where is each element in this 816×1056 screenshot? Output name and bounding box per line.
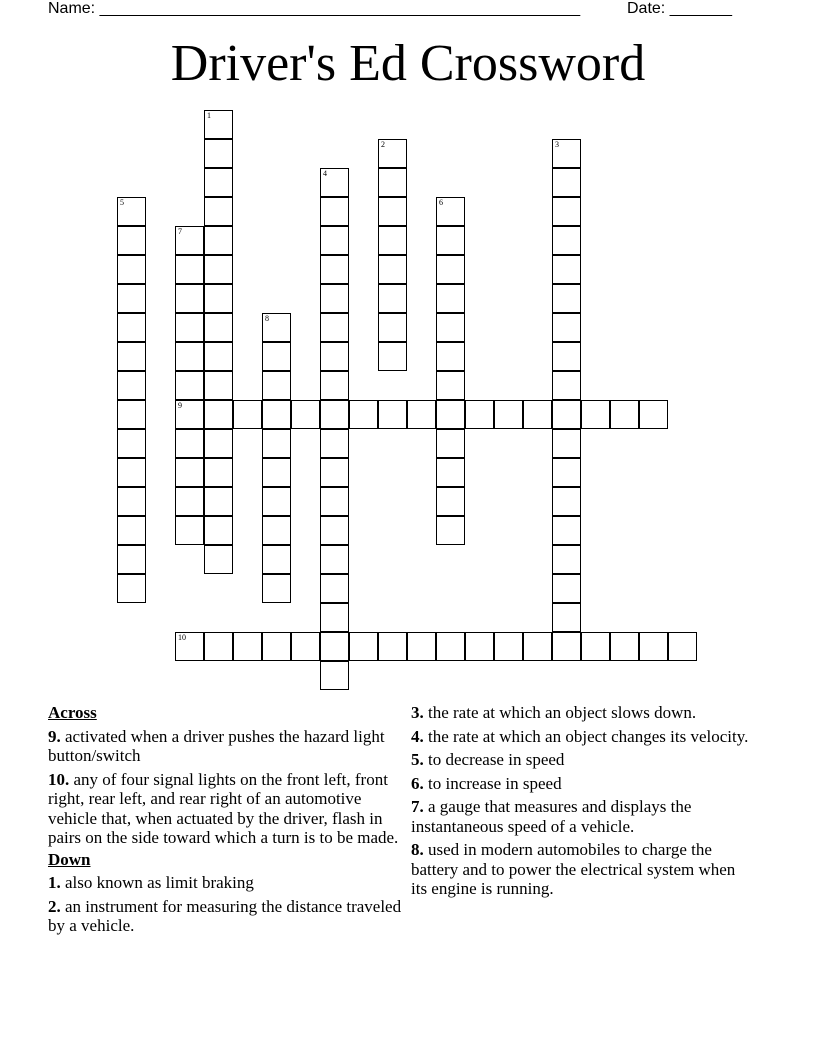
- crossword-cell[interactable]: [552, 458, 581, 487]
- clue-number: 2.: [48, 896, 61, 916]
- crossword-cell[interactable]: [117, 342, 146, 371]
- crossword-cell[interactable]: [436, 284, 465, 313]
- crossword-cell[interactable]: [320, 284, 349, 313]
- crossword-cell[interactable]: [378, 313, 407, 342]
- clues-left-column: [48, 703, 403, 940]
- crossword-cell[interactable]: [175, 284, 204, 313]
- crossword-cell[interactable]: [204, 284, 233, 313]
- crossword-cell[interactable]: [407, 400, 436, 429]
- clue-number: 8.: [411, 840, 424, 859]
- crossword-cell[interactable]: [291, 400, 320, 429]
- page-title: Driver's Ed Crossword: [170, 35, 646, 92]
- name-field: Name: ______________________________________________________: [48, 0, 581, 17]
- crossword-cell[interactable]: [320, 458, 349, 487]
- crossword-cell[interactable]: [204, 168, 233, 197]
- crossword-cell[interactable]: [204, 313, 233, 342]
- crossword-cell[interactable]: [581, 400, 610, 429]
- crossword-cell[interactable]: [117, 545, 146, 574]
- down-heading: Down: [48, 849, 91, 869]
- crossword-cell[interactable]: [117, 284, 146, 313]
- crossword-cell[interactable]: [465, 400, 494, 429]
- crossword-cell[interactable]: [204, 516, 233, 545]
- crossword-cell[interactable]: [320, 429, 349, 458]
- crossword-cell[interactable]: [204, 255, 233, 284]
- crossword-cell[interactable]: [262, 545, 291, 574]
- crossword-cell[interactable]: [436, 371, 465, 400]
- clue-text: activated when a driver pushes the hazard light button/switch: [48, 726, 385, 765]
- crossword-cell[interactable]: [117, 197, 146, 226]
- crossword-cell[interactable]: [552, 313, 581, 342]
- crossword-cell[interactable]: [262, 632, 291, 661]
- crossword-cell[interactable]: [378, 284, 407, 313]
- crossword-cell[interactable]: [320, 371, 349, 400]
- cell-number: 9: [178, 401, 182, 410]
- crossword-cell[interactable]: [552, 429, 581, 458]
- crossword-cell[interactable]: [552, 545, 581, 574]
- clue-text: also known as limit braking: [65, 873, 254, 892]
- clue-down-6: [411, 774, 751, 794]
- crossword-cell[interactable]: [175, 255, 204, 284]
- crossword-cell[interactable]: [523, 632, 552, 661]
- crossword-cell[interactable]: [436, 226, 465, 255]
- crossword-cell[interactable]: [436, 400, 465, 429]
- clue-text: the rate at which an object slows down.: [428, 703, 697, 722]
- crossword-cell[interactable]: [204, 371, 233, 400]
- crossword-cell[interactable]: [175, 458, 204, 487]
- crossword-cell[interactable]: [175, 429, 204, 458]
- clue-down-5: [411, 750, 751, 770]
- crossword-cell[interactable]: [175, 313, 204, 342]
- cell-number: 3: [555, 140, 559, 149]
- crossword-cell[interactable]: [117, 429, 146, 458]
- crossword-cell[interactable]: [262, 516, 291, 545]
- crossword-cell[interactable]: [552, 197, 581, 226]
- crossword-cell[interactable]: [436, 516, 465, 545]
- crossword-cell[interactable]: [552, 632, 581, 661]
- crossword-cell[interactable]: [262, 487, 291, 516]
- crossword-cell[interactable]: [436, 197, 465, 226]
- crossword-cell[interactable]: [204, 197, 233, 226]
- crossword-cell[interactable]: [320, 516, 349, 545]
- crossword-cell[interactable]: [320, 197, 349, 226]
- across-heading: Across: [48, 703, 97, 722]
- clue-number: 5.: [411, 750, 424, 769]
- crossword-cell[interactable]: [320, 226, 349, 255]
- crossword-cell[interactable]: [262, 342, 291, 371]
- clue-text: the rate at which an object changes its velocity.: [428, 726, 749, 746]
- crossword-cell[interactable]: [204, 429, 233, 458]
- clue-text: to decrease in speed: [428, 750, 565, 769]
- crossword-cell[interactable]: [552, 516, 581, 545]
- clue-text: a gauge that measures and displays the instantaneous speed of a vehicle.: [411, 797, 692, 836]
- crossword-cell[interactable]: [378, 226, 407, 255]
- crossword-cell[interactable]: [465, 632, 494, 661]
- crossword-cell[interactable]: [204, 545, 233, 574]
- date-field: Date: _______: [627, 0, 732, 17]
- clue-number: 3.: [411, 703, 424, 722]
- clue-down-1: [48, 873, 403, 893]
- crossword-cell[interactable]: [320, 342, 349, 371]
- crossword-cell[interactable]: [639, 632, 668, 661]
- crossword-cell[interactable]: [436, 487, 465, 516]
- crossword-cell[interactable]: [262, 313, 291, 342]
- crossword-cell[interactable]: [204, 400, 233, 429]
- crossword-cell[interactable]: [494, 400, 523, 429]
- cell-number: 1: [207, 111, 211, 120]
- clue-number: 10.: [48, 769, 70, 789]
- crossword-cell[interactable]: [378, 197, 407, 226]
- crossword-cell[interactable]: [117, 458, 146, 487]
- crossword-cell[interactable]: [523, 400, 552, 429]
- crossword-cell[interactable]: [436, 632, 465, 661]
- crossword-cell[interactable]: [117, 400, 146, 429]
- crossword-cell[interactable]: [349, 632, 378, 661]
- crossword-cell[interactable]: [175, 516, 204, 545]
- crossword-cell[interactable]: [378, 139, 407, 168]
- clue-down-2: [48, 897, 403, 936]
- crossword-cell[interactable]: [378, 400, 407, 429]
- crossword-cell[interactable]: [552, 255, 581, 284]
- crossword-cell[interactable]: [117, 516, 146, 545]
- crossword-cell[interactable]: [552, 284, 581, 313]
- crossword-cell[interactable]: [552, 400, 581, 429]
- crossword-cell[interactable]: [436, 429, 465, 458]
- crossword-cell[interactable]: [436, 313, 465, 342]
- crossword-cell[interactable]: [262, 458, 291, 487]
- cell-number: 10: [178, 633, 186, 642]
- crossword-cell[interactable]: [378, 168, 407, 197]
- crossword-cell[interactable]: [175, 400, 204, 429]
- crossword-cell[interactable]: [436, 255, 465, 284]
- cell-number: 8: [265, 314, 269, 323]
- crossword-cell[interactable]: [610, 632, 639, 661]
- crossword-cell[interactable]: [320, 545, 349, 574]
- cell-number: 7: [178, 227, 182, 236]
- crossword-cell[interactable]: [117, 574, 146, 603]
- crossword-cell[interactable]: [233, 400, 262, 429]
- clue-across-9: [48, 727, 403, 766]
- crossword-cell[interactable]: [320, 487, 349, 516]
- crossword-cell[interactable]: [639, 400, 668, 429]
- crossword-cell[interactable]: [320, 574, 349, 603]
- clue-text: an instrument for measuring the distance traveled by a vehicle.: [48, 896, 402, 935]
- crossword-cell[interactable]: [320, 661, 349, 690]
- crossword-cell[interactable]: [204, 139, 233, 168]
- clue-across-10: [48, 770, 403, 848]
- crossword-cell[interactable]: [175, 226, 204, 255]
- crossword-cell[interactable]: [668, 632, 697, 661]
- crossword-cell[interactable]: [552, 226, 581, 255]
- crossword-cell[interactable]: [175, 342, 204, 371]
- cell-number: 4: [323, 169, 327, 178]
- crossword-cell[interactable]: [320, 313, 349, 342]
- crossword-cell[interactable]: [204, 110, 233, 139]
- clue-number: 4.: [411, 726, 424, 746]
- crossword-cell[interactable]: [262, 574, 291, 603]
- cell-number: 2: [381, 140, 385, 149]
- clue-text: any of four signal lights on the front left, front right, rear left, and rear right of an automotive vehicle that, when actuated by the driver, flash in pairs on the side toward which a turn is to be made.: [48, 769, 399, 847]
- crossword-cell[interactable]: [552, 168, 581, 197]
- crossword-cell[interactable]: [233, 632, 262, 661]
- crossword-cell[interactable]: [436, 458, 465, 487]
- crossword-cell[interactable]: [175, 487, 204, 516]
- crossword-cell[interactable]: [117, 226, 146, 255]
- crossword-cell[interactable]: [262, 371, 291, 400]
- crossword-cell[interactable]: [117, 313, 146, 342]
- crossword-cell[interactable]: [349, 400, 378, 429]
- crossword-cell[interactable]: [407, 632, 436, 661]
- crossword-cell[interactable]: [494, 632, 523, 661]
- crossword-cell[interactable]: [552, 371, 581, 400]
- crossword-cell[interactable]: [320, 603, 349, 632]
- crossword-cell[interactable]: [117, 371, 146, 400]
- crossword-cell[interactable]: [320, 400, 349, 429]
- crossword-cell[interactable]: [552, 603, 581, 632]
- crossword-cell[interactable]: [117, 255, 146, 284]
- clue-number: 6.: [411, 773, 424, 793]
- crossword-cell[interactable]: [204, 487, 233, 516]
- crossword-cell[interactable]: [262, 400, 291, 429]
- crossword-cell[interactable]: [175, 632, 204, 661]
- clue-down-7: [411, 797, 751, 836]
- crossword-cell[interactable]: [204, 458, 233, 487]
- crossword-cell[interactable]: [320, 168, 349, 197]
- clues-right-column: [411, 703, 751, 903]
- crossword-cell[interactable]: [378, 632, 407, 661]
- crossword-cell[interactable]: [204, 342, 233, 371]
- clue-down-4: [411, 727, 751, 747]
- crossword-cell[interactable]: [436, 342, 465, 371]
- crossword-cell[interactable]: [117, 487, 146, 516]
- crossword-cell[interactable]: [552, 139, 581, 168]
- crossword-cell[interactable]: [204, 632, 233, 661]
- clue-number: 9.: [48, 726, 61, 746]
- crossword-cell[interactable]: [262, 429, 291, 458]
- crossword-cell[interactable]: [552, 574, 581, 603]
- clue-number: 1.: [48, 873, 61, 892]
- cell-number: 5: [120, 198, 124, 207]
- crossword-cell[interactable]: [552, 342, 581, 371]
- crossword-cell[interactable]: [581, 632, 610, 661]
- clue-text: used in modern automobiles to charge the battery and to power the electrical system when its engine is running.: [411, 840, 736, 898]
- clue-down-8: [411, 840, 751, 899]
- crossword-cell[interactable]: [378, 255, 407, 284]
- crossword-cell[interactable]: [204, 226, 233, 255]
- crossword-cell[interactable]: [610, 400, 639, 429]
- crossword-cell[interactable]: [291, 632, 320, 661]
- crossword-cell[interactable]: [175, 371, 204, 400]
- cell-number: 6: [439, 198, 443, 207]
- crossword-cell[interactable]: [320, 255, 349, 284]
- clue-down-3: [411, 703, 751, 723]
- crossword-cell[interactable]: [378, 342, 407, 371]
- clue-text: to increase in speed: [428, 773, 562, 793]
- clue-number: 7.: [411, 797, 424, 816]
- crossword-cell[interactable]: [320, 632, 349, 661]
- crossword-cell[interactable]: [552, 487, 581, 516]
